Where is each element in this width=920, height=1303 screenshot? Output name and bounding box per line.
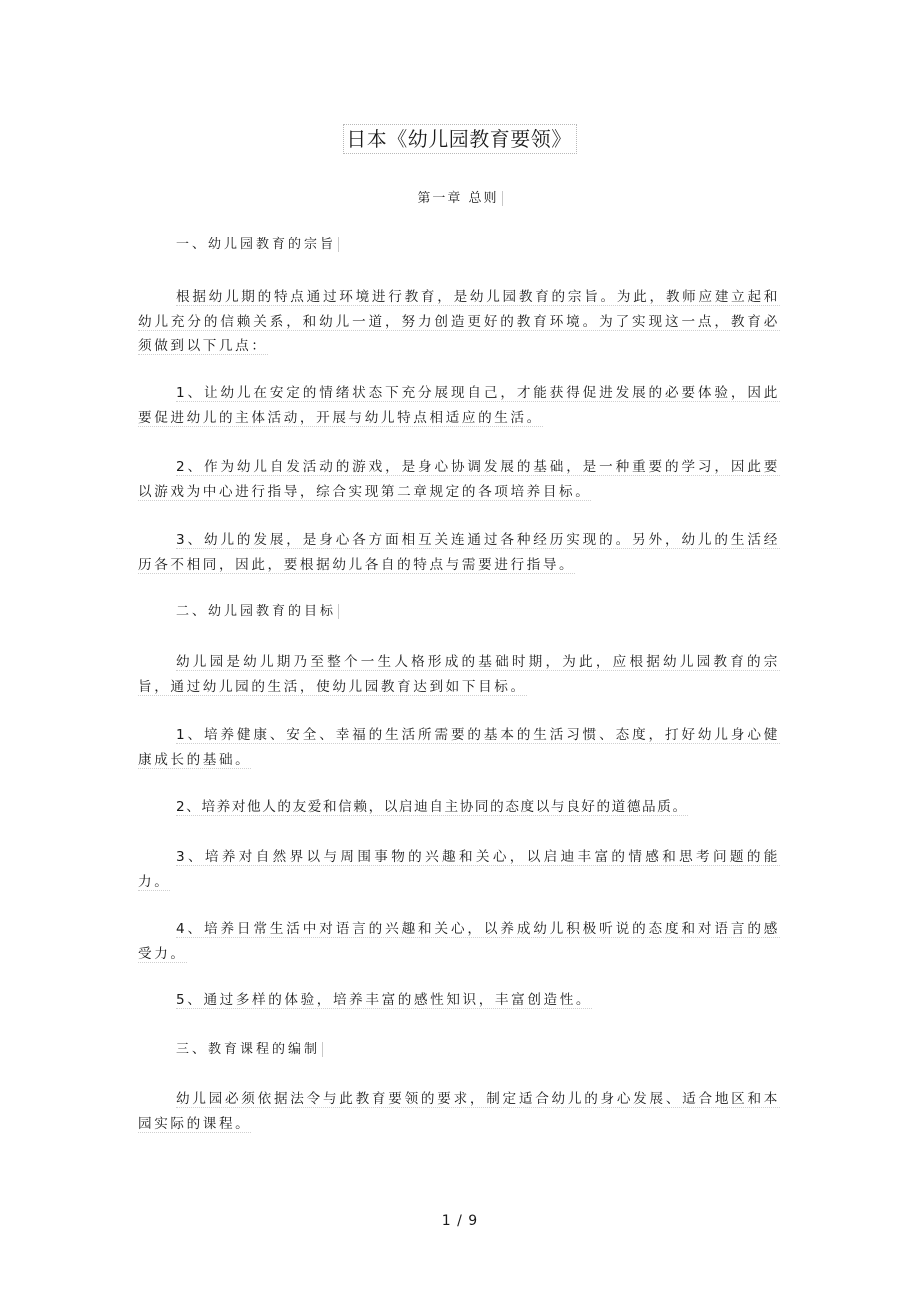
section-heading-3: 三、教育课程的编制: [176, 1039, 323, 1061]
paragraph: 1、让幼儿在安定的情绪状态下充分展现自己，才能获得促进发展的必要体验，因此要促进幼儿的主体活动，开展与幼儿特点相适应的生活。: [138, 385, 780, 426]
paragraph: 2、培养对他人的友爱和信赖，以启迪自主协同的态度以与良好的道德品质。: [176, 799, 688, 815]
paragraph: 3、培养对自然界以与周围事物的兴趣和关心，以启迪丰富的情感和思考问题的能力。: [138, 849, 780, 890]
paragraph: 根据幼儿期的特点通过环境进行教育，是幼儿园教育的宗旨。为此，教师应建立起和幼儿充分的信赖关系，和幼儿一道，努力创造更好的教育环境。为了实现这一点，教育必须做到以下几点：: [138, 289, 780, 354]
section-heading-1: 一、幼儿园教育的宗旨: [176, 234, 339, 256]
paragraph: 5、通过多样的体验，培养丰富的感性知识，丰富创造性。: [176, 992, 593, 1008]
paragraph: 1、培养健康、安全、幸福的生活所需要的基本的生活习惯、态度，打好幼儿身心健康成长的基础。: [138, 727, 780, 768]
document-title: 日本《幼儿园教育要领》: [0, 124, 920, 154]
paragraph: 4、培养日常生活中对语言的兴趣和关心，以养成幼儿积极听说的态度和对语言的感受力。: [138, 921, 780, 962]
page-number: 1 / 9: [441, 1213, 479, 1229]
paragraph: 幼儿园是幼儿期乃至整个一生人格形成的基础时期，为此，应根据幼儿园教育的宗旨，通过幼儿园的生活，使幼儿园教育达到如下目标。: [138, 654, 780, 695]
paragraph: 3、幼儿的发展，是身心各方面相互关连通过各种经历实现的。另外，幼儿的生活经历各不相同，因此，要根据幼儿各自的特点与需要进行指导。: [138, 532, 780, 573]
paragraph: 2、作为幼儿自发活动的游戏，是身心协调发展的基础，是一种重要的学习，因此要以游戏为中心进行指导，综合实现第二章规定的各项培养目标。: [138, 459, 780, 500]
paragraph: 幼儿园必须依据法令与此教育要领的要求，制定适合幼儿的身心发展、适合地区和本园实际的课程。: [138, 1091, 780, 1132]
section-heading-2: 二、幼儿园教育的目标: [176, 601, 339, 623]
chapter-heading: 第一章 总则: [0, 188, 920, 210]
